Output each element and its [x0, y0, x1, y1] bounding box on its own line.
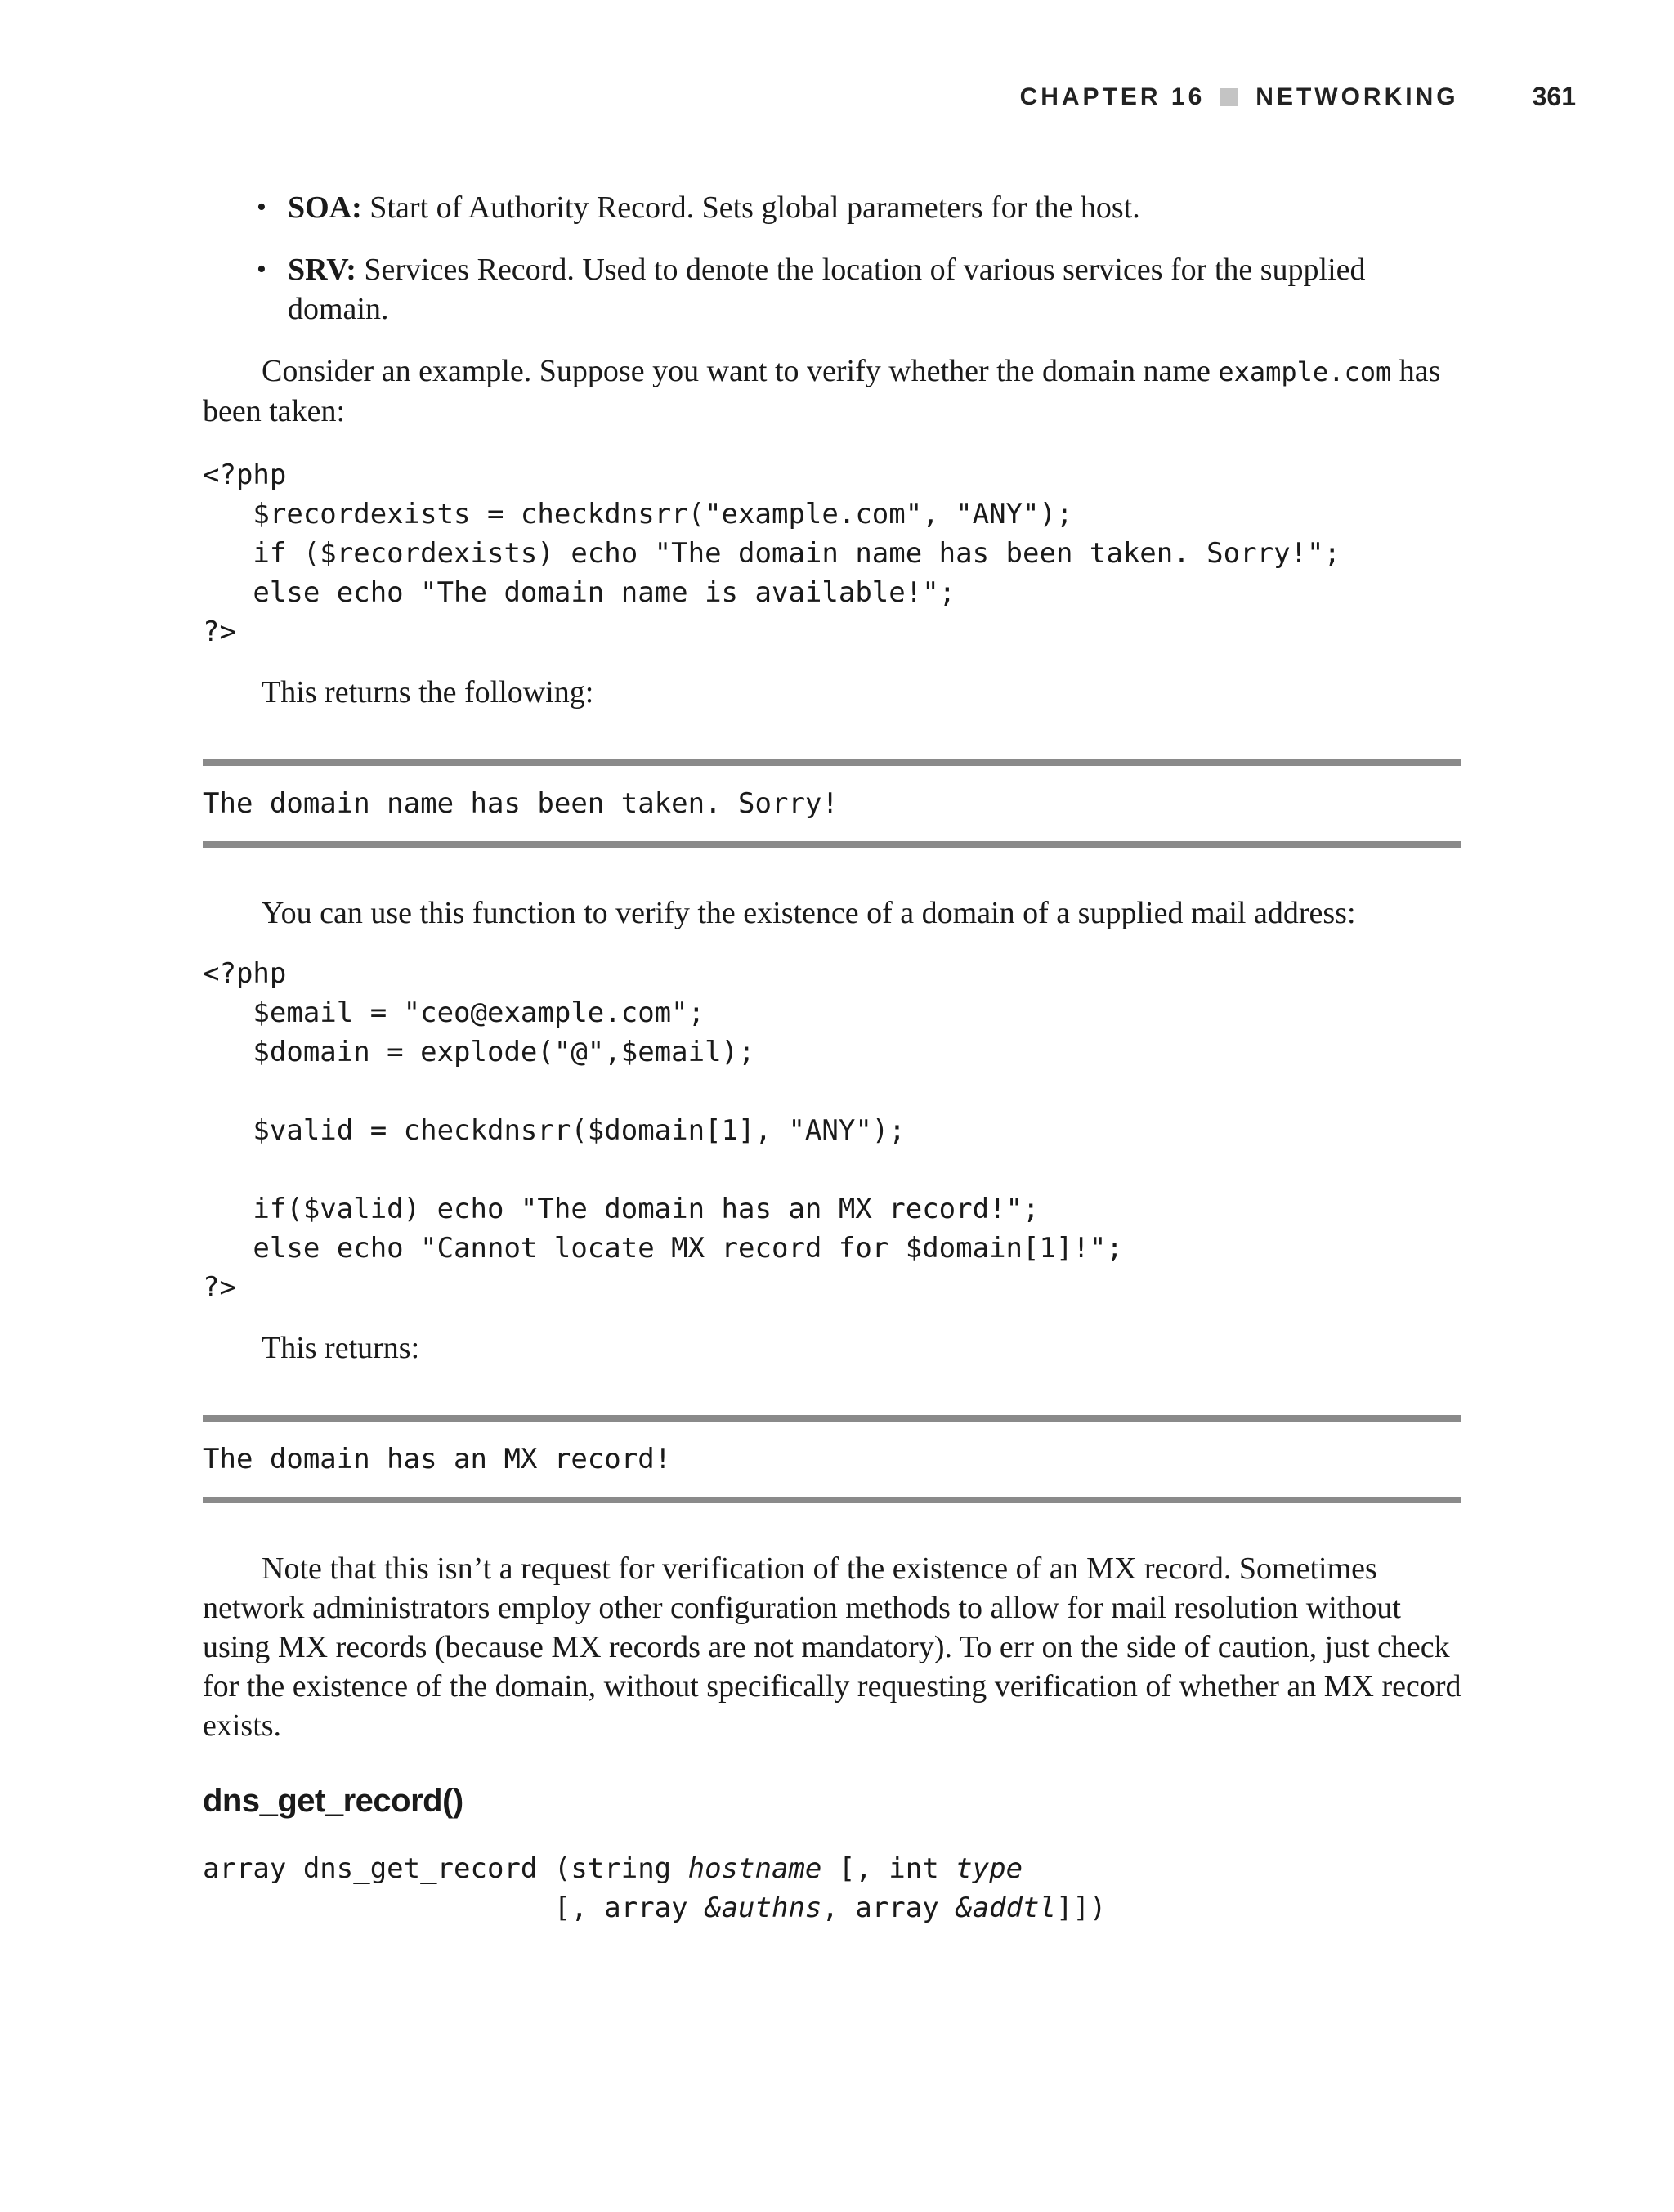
bullet-icon: •: [257, 192, 266, 222]
record-type-list: [203, 188, 1461, 329]
paragraph-note: Note that this isn’t a request for verification of the existence of an MX record. Sometimes network administrators employ other configuration methods to allow for mail resolution without using MX records (because MX records are not mandatory). To err on the side of caution, just check for the existence of the domain, without specifically requesting verification of whether an MX record exists.: [203, 1552, 1461, 1743]
output-text: The domain has an MX record!: [203, 1443, 672, 1475]
record-term: SRV:: [288, 253, 356, 287]
paragraph-returns: This returns the following:: [262, 675, 594, 710]
output-text: The domain name has been taken. Sorry!: [203, 787, 839, 820]
sig-param: hostname: [687, 1852, 822, 1885]
paragraph-mail-verify: You can use this function to verify the existence of a domain of a supplied mail address:: [262, 896, 1356, 930]
page-number: 361: [1532, 82, 1576, 111]
sig-text: , array: [821, 1892, 956, 1924]
paragraph-example-intro: [203, 352, 1461, 431]
paragraph-returns-2: This returns:: [262, 1331, 420, 1365]
output-box-2: [203, 1415, 1461, 1503]
list-item: [257, 188, 1461, 227]
sig-param: &authns: [705, 1892, 822, 1924]
record-description: Services Record. Used to denote the location of various services for the supplied domain.: [288, 253, 1366, 326]
list-item: [257, 250, 1461, 329]
record-description: Start of Authority Record. Sets global parameters for the host.: [361, 190, 1140, 225]
sig-param: type: [956, 1852, 1023, 1885]
output-box-1: [203, 759, 1461, 848]
chapter-label: CHAPTER 16: [1019, 83, 1206, 110]
bullet-icon: •: [257, 254, 266, 284]
inline-code: example.com: [1218, 356, 1392, 387]
record-term: SOA:: [288, 190, 362, 225]
text-run: has been taken:: [203, 354, 1441, 428]
code-block-checkdnsrr: <?php $recordexists = checkdnsrr("example.com", "ANY"); if ($recordexists) echo "The domain name has been taken. Sorry!"; else echo "The domain name is available!"; ?>: [203, 459, 1341, 648]
sig-text: ]]): [1055, 1892, 1107, 1924]
function-signature: [203, 1849, 1461, 1928]
code-block-email: <?php $email = "ceo@example.com"; $domain = explode("@",$email); $valid = checkdnsrr($domain[1], "ANY"); if($valid) echo "The domain has an MX record!"; else echo "Cannot locate MX record for $domain[1]!"; ?>: [203, 957, 1123, 1304]
text-run: Consider an example. Suppose you want to verify whether the domain name: [262, 354, 1219, 388]
section-label: NETWORKING: [1256, 83, 1459, 110]
section-heading: dns_get_record(): [203, 1783, 463, 1819]
sig-text: [, int: [821, 1852, 956, 1885]
sig-param: &addtl: [956, 1892, 1056, 1924]
page-content: [203, 188, 1461, 1928]
header-separator-square: [1220, 88, 1238, 106]
running-head: [1020, 82, 1576, 112]
sig-text: array dns_get_record (string: [203, 1852, 688, 1885]
sig-text: [, array: [553, 1892, 688, 1924]
